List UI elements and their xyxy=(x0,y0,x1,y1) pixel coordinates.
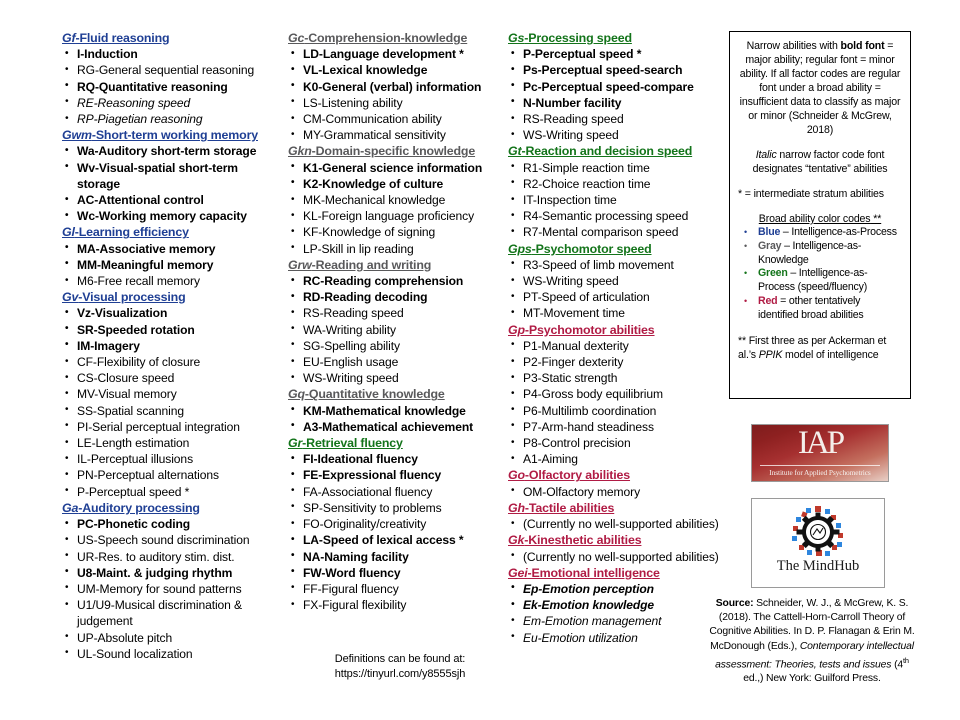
ability-group-gc xyxy=(288,30,510,143)
narrow-ability-item: • Wa-Auditory short-term storage xyxy=(62,143,284,159)
legend-swatch-desc: – Intelligence-as-Knowledge xyxy=(758,239,862,266)
ability-group-gr xyxy=(288,435,510,613)
narrow-ability-list xyxy=(62,143,284,224)
column-two xyxy=(288,30,510,613)
legend-italic-note xyxy=(738,148,902,176)
narrow-ability-item: • IT-Inspection time xyxy=(508,192,720,208)
narrow-ability-list xyxy=(288,403,510,435)
narrow-ability-item: • M6-Free recall memory xyxy=(62,273,284,289)
narrow-ability-item: • FA-Associational fluency xyxy=(288,484,510,500)
ability-group-abbr: Gs xyxy=(508,31,525,45)
narrow-ability-item: • WS-Writing speed xyxy=(508,273,720,289)
ability-group-name: -Kinesthetic abilities xyxy=(524,533,642,548)
definitions-note-line1: Definitions can be found at: xyxy=(334,653,466,665)
legend-color-codes-heading xyxy=(738,212,902,226)
ability-group-gl xyxy=(62,224,284,289)
iap-logo xyxy=(751,424,889,482)
ability-group-heading xyxy=(288,143,510,159)
narrow-ability-item: • U8-Maint. & judging rhythm xyxy=(62,565,284,581)
ability-group-heading xyxy=(508,143,720,159)
ability-group-heading xyxy=(508,467,720,483)
narrow-ability-list xyxy=(288,160,510,257)
ability-group-abbr: Gv xyxy=(62,290,79,305)
legend-footnote-post: model of intelligence xyxy=(782,348,879,361)
legend-p1-bold: bold font xyxy=(840,40,885,52)
narrow-ability-item: • Ep-Emotion perception xyxy=(508,581,720,597)
narrow-ability-item: • UR-Res. to auditory stim. dist. xyxy=(62,549,284,565)
ability-group-gwm xyxy=(62,127,284,224)
narrow-ability-item: • P8-Control precision xyxy=(508,435,720,451)
iap-logo-subtitle: Institute for Applied Psychometrics xyxy=(769,468,871,477)
source-italic-title: Contemporary intellectual assessment: Theories, tests and issues xyxy=(715,640,914,671)
narrow-ability-item: • MT-Movement time xyxy=(508,305,720,321)
ability-group-gf xyxy=(62,30,284,127)
narrow-ability-item: • RS-Reading speed xyxy=(508,111,720,127)
ability-group-name: -Visual processing xyxy=(78,290,186,305)
iap-logo-title: IAP xyxy=(797,425,843,461)
narrow-ability-item: • R7-Mental comparison speed xyxy=(508,224,720,240)
ability-group-gp xyxy=(508,322,720,468)
ability-group-name: -Reaction and decision speed xyxy=(521,144,693,159)
ability-group-heading xyxy=(288,30,510,46)
narrow-ability-list xyxy=(62,46,284,127)
ability-group-name: -Short-term working memory xyxy=(91,128,258,143)
narrow-ability-item: • A3-Mathematical achievement xyxy=(288,419,510,435)
narrow-ability-item: • Vz-Visualization xyxy=(62,305,284,321)
ability-group-heading xyxy=(508,322,720,338)
narrow-ability-item: • RG-General sequential reasoning xyxy=(62,62,284,78)
narrow-ability-item: • KM-Mathematical knowledge xyxy=(288,403,510,419)
ability-group-heading xyxy=(62,127,284,143)
narrow-ability-item: • MM-Meaningful memory xyxy=(62,257,284,273)
narrow-ability-item: • K1-General science information xyxy=(288,160,510,176)
legend-swatch-name: Gray xyxy=(758,239,782,252)
narrow-ability-item: • MA-Associative memory xyxy=(62,241,284,257)
narrow-ability-item: • LD-Language development * xyxy=(288,46,510,62)
narrow-ability-item: • PN-Perceptual alternations xyxy=(62,467,284,483)
ability-group-name: -Fluid reasoning xyxy=(75,31,170,45)
narrow-ability-item: • RP-Piagetian reasoning xyxy=(62,111,284,127)
legend-p1-pre: Narrow abilities with xyxy=(746,40,841,52)
ability-group-name: -Retrieval fluency xyxy=(302,436,403,451)
narrow-ability-item: • Ek-Emotion knowledge xyxy=(508,597,720,613)
narrow-ability-item: • UP-Absolute pitch xyxy=(62,630,284,646)
ability-group-heading xyxy=(288,435,510,451)
narrow-ability-item: • MK-Mechanical knowledge xyxy=(288,192,510,208)
ability-group-abbr: Gf xyxy=(62,31,76,45)
narrow-ability-item: • Pc-Perceptual speed-compare xyxy=(508,79,720,95)
narrow-ability-list xyxy=(508,549,720,565)
ability-group-name: -Auditory processing xyxy=(78,500,200,515)
narrow-ability-item: • (Currently no well-supported abilities) xyxy=(508,516,720,532)
mindhub-logo-title: The MindHub xyxy=(776,558,860,574)
definitions-note xyxy=(296,652,504,681)
ability-group-heading xyxy=(508,500,720,516)
legend-p1-post: = major ability; regular font = minor ability. If all factor codes are regular font under a broad ability = insufficient data to classify as major or minor (Schneider & McGrew, 2018) xyxy=(739,40,901,136)
legend-swatch-green xyxy=(738,267,902,295)
narrow-ability-item: • R2-Choice reaction time xyxy=(508,176,720,192)
ability-group-abbr: Gk xyxy=(508,533,525,548)
narrow-ability-item: • OM-Olfactory memory xyxy=(508,484,720,500)
narrow-ability-item: • R1-Simple reaction time xyxy=(508,160,720,176)
narrow-ability-item: • N-Number facility xyxy=(508,95,720,111)
legend-swatch-name: Red xyxy=(758,294,778,307)
narrow-ability-item: • P6-Multilimb coordination xyxy=(508,403,720,419)
narrow-ability-list xyxy=(508,160,720,241)
mindhub-logo xyxy=(751,498,885,588)
legend-bold-font-note xyxy=(738,39,902,137)
legend-footnote-pre: ** First three as per Ackerman et al.’s xyxy=(738,334,887,361)
narrow-ability-item: • PT-Speed of articulation xyxy=(508,289,720,305)
narrow-ability-item: • R3-Speed of limb movement xyxy=(508,257,720,273)
narrow-ability-item: • MV-Visual memory xyxy=(62,386,284,402)
ability-group-heading xyxy=(508,565,720,581)
narrow-ability-item: • NA-Naming facility xyxy=(288,549,510,565)
narrow-ability-item: • LE-Length estimation xyxy=(62,435,284,451)
narrow-ability-item: • KL-Foreign language proficiency xyxy=(288,208,510,224)
source-part2: (4 xyxy=(891,659,904,671)
narrow-ability-list xyxy=(508,516,720,532)
column-three xyxy=(508,30,720,646)
narrow-ability-item: • IL-Perceptual illusions xyxy=(62,451,284,467)
legend-spacer-2 xyxy=(738,176,902,187)
narrow-ability-item: • LP-Skill in lip reading xyxy=(288,241,510,257)
narrow-ability-list xyxy=(62,516,284,662)
narrow-ability-item: • U1/U9-Musical discrimination & judgement xyxy=(62,597,284,629)
narrow-ability-item: • P7-Arm-hand steadiness xyxy=(508,419,720,435)
ability-group-abbr: Gkn xyxy=(288,144,312,159)
narrow-ability-item: • FX-Figural flexibility xyxy=(288,597,510,613)
legend-color-codes-heading-text: Broad ability color codes xyxy=(758,213,871,225)
ability-group-heading xyxy=(62,224,284,240)
narrow-ability-item: • RC-Reading comprehension xyxy=(288,273,510,289)
narrow-ability-list xyxy=(508,46,720,143)
narrow-ability-item: • RQ-Quantitative reasoning xyxy=(62,79,284,95)
ability-group-heading xyxy=(288,257,510,273)
narrow-ability-item: • RE-Reasoning speed xyxy=(62,95,284,111)
narrow-ability-list xyxy=(508,338,720,468)
source-ordinal-sup: th xyxy=(903,655,909,665)
legend-spacer-4 xyxy=(738,323,902,334)
ability-group-abbr: Gl xyxy=(62,225,75,240)
legend-footnote-italic: PPIK xyxy=(758,348,783,361)
legend-spacer-1 xyxy=(738,137,902,148)
narrow-ability-item: • Ps-Perceptual speed-search xyxy=(508,62,720,78)
narrow-ability-item: • Eu-Emotion utilization xyxy=(508,630,720,646)
ability-group-abbr: Gq xyxy=(288,387,305,402)
legend-swatch-desc: – Intelligence-as-Process (speed/fluency) xyxy=(758,267,868,294)
ability-group-heading xyxy=(62,500,284,516)
narrow-ability-item: • Wv-Visual-spatial short-term storage xyxy=(62,160,284,192)
ability-group-gps xyxy=(508,241,720,322)
narrow-ability-item: • UL-Sound localization xyxy=(62,646,284,662)
ability-group-gt xyxy=(508,143,720,240)
ability-group-name: -Olfactory abilities xyxy=(524,468,631,483)
ability-group-abbr: Gh xyxy=(508,500,525,515)
mindhub-gear-icon xyxy=(790,506,846,558)
legend-swatch-blue xyxy=(738,226,902,240)
narrow-ability-list xyxy=(288,46,510,143)
narrow-ability-item: • P-Perceptual speed * xyxy=(508,46,720,62)
ability-group-heading xyxy=(508,241,720,257)
narrow-ability-item: • P2-Finger dexterity xyxy=(508,354,720,370)
narrow-ability-item: • CS-Closure speed xyxy=(62,370,284,386)
ability-group-heading xyxy=(62,30,284,46)
narrow-ability-item: • FW-Word fluency xyxy=(288,565,510,581)
definitions-url[interactable]: https://tinyurl.com/y8555sjh xyxy=(334,667,466,680)
ability-group-name: -Psychomotor abilities xyxy=(524,322,655,337)
legend-p2-italic: Italic xyxy=(755,149,777,161)
narrow-ability-item: • K2-Knowledge of culture xyxy=(288,176,510,192)
ability-group-name: -Psychomotor speed xyxy=(531,241,652,256)
narrow-ability-item: • A1-Aiming xyxy=(508,451,720,467)
narrow-ability-item: • WS-Writing speed xyxy=(288,370,510,386)
narrow-ability-list xyxy=(62,241,284,290)
legend-swatch-name: Green xyxy=(758,267,788,280)
legend-p2-post: narrow factor code font designates “tentative” abilities xyxy=(752,149,888,175)
narrow-ability-item: • FE-Expressional fluency xyxy=(288,467,510,483)
narrow-ability-item: • VL-Lexical knowledge xyxy=(288,62,510,78)
narrow-ability-item: • RS-Reading speed xyxy=(288,305,510,321)
ability-group-grw xyxy=(288,257,510,387)
narrow-ability-item: • P-Perceptual speed * xyxy=(62,484,284,500)
narrow-ability-item: • R4-Semantic processing speed xyxy=(508,208,720,224)
narrow-ability-item: • SG-Spelling ability xyxy=(288,338,510,354)
ability-group-name: -Learning efficiency xyxy=(74,225,189,240)
ability-group-name: -Domain-specific knowledge xyxy=(311,144,476,159)
ability-group-name: -Processing speed xyxy=(524,31,632,45)
ability-group-abbr: Grw xyxy=(288,257,312,272)
legend-color-list xyxy=(738,226,902,323)
narrow-ability-item: • P4-Gross body equilibrium xyxy=(508,386,720,402)
source-citation xyxy=(706,597,918,687)
ability-group-name: -Comprehension-knowledge xyxy=(304,31,468,45)
ability-group-abbr: Gwm xyxy=(62,128,92,143)
narrow-ability-list xyxy=(508,581,720,646)
ability-group-gei xyxy=(508,565,720,646)
ability-group-abbr: Ga xyxy=(62,500,79,515)
ability-group-gk xyxy=(508,532,720,564)
column-one xyxy=(62,30,284,662)
ability-group-gv xyxy=(62,289,284,500)
source-label: Source: xyxy=(715,598,754,609)
legend-box xyxy=(729,31,911,399)
narrow-ability-item: • MY-Grammatical sensitivity xyxy=(288,127,510,143)
narrow-ability-item: • P3-Static strength xyxy=(508,370,720,386)
ability-group-heading xyxy=(508,30,720,46)
narrow-ability-item: • SR-Speeded rotation xyxy=(62,322,284,338)
legend-asterisk-note: * = intermediate stratum abilities xyxy=(738,188,884,200)
narrow-ability-item: • IM-Imagery xyxy=(62,338,284,354)
ability-group-heading xyxy=(62,289,284,305)
narrow-ability-item: • PI-Serial perceptual integration xyxy=(62,419,284,435)
ability-group-name: -Quantitative knowledge xyxy=(304,387,445,402)
narrow-ability-item: • RD-Reading decoding xyxy=(288,289,510,305)
ability-group-go xyxy=(508,467,720,499)
narrow-ability-item: • WA-Writing ability xyxy=(288,322,510,338)
narrow-ability-item: • LS-Listening ability xyxy=(288,95,510,111)
ability-group-abbr: Gc xyxy=(288,31,305,45)
narrow-ability-item: • KF-Knowledge of signing xyxy=(288,224,510,240)
legend-swatch-name: Blue xyxy=(758,226,781,238)
narrow-ability-item: • FF-Figural fluency xyxy=(288,581,510,597)
narrow-ability-item: • UM-Memory for sound patterns xyxy=(62,581,284,597)
ability-group-abbr: Gei xyxy=(508,565,528,580)
narrow-ability-item: • LA-Speed of lexical access * xyxy=(288,532,510,548)
narrow-ability-item: • PC-Phonetic coding xyxy=(62,516,284,532)
narrow-ability-item: • FO-Originality/creativity xyxy=(288,516,510,532)
narrow-ability-item: • WS-Writing speed xyxy=(508,127,720,143)
narrow-ability-item: • EU-English usage xyxy=(288,354,510,370)
ability-group-heading xyxy=(288,386,510,402)
iap-logo-rule xyxy=(760,465,880,466)
narrow-ability-item: • SP-Sensitivity to problems xyxy=(288,500,510,516)
legend-spacer-3 xyxy=(738,201,902,212)
ability-group-abbr: Go xyxy=(508,468,525,483)
legend-color-codes-heading-mark: ** xyxy=(870,213,882,225)
legend-swatch-desc: – Intelligence-as-Process xyxy=(780,226,897,238)
narrow-ability-item: • FI-Ideational fluency xyxy=(288,451,510,467)
ability-group-ga xyxy=(62,500,284,662)
legend-footnote xyxy=(738,334,902,362)
narrow-ability-item: • I-Induction xyxy=(62,46,284,62)
legend-swatch-desc: = other tentatively identified broad abilities xyxy=(758,294,864,321)
ability-group-name: -Emotional intelligence xyxy=(527,565,660,580)
ability-group-gkn xyxy=(288,143,510,256)
narrow-ability-list xyxy=(288,273,510,386)
ability-group-abbr: Gp xyxy=(508,322,525,337)
narrow-ability-item: • US-Speech sound discrimination xyxy=(62,532,284,548)
narrow-ability-item: • SS-Spatial scanning xyxy=(62,403,284,419)
legend-swatch-red xyxy=(738,295,902,323)
ability-group-abbr: Gps xyxy=(508,241,532,256)
narrow-ability-item: • (Currently no well-supported abilities) xyxy=(508,549,720,565)
ability-group-abbr: Gt xyxy=(508,144,522,159)
narrow-ability-item: • Wc-Working memory capacity xyxy=(62,208,284,224)
narrow-ability-item: • Em-Emotion management xyxy=(508,613,720,629)
ability-group-abbr: Gr xyxy=(288,436,303,451)
ability-group-name: -Reading and writing xyxy=(311,257,432,272)
narrow-ability-list xyxy=(288,451,510,613)
ability-group-gh xyxy=(508,500,720,532)
narrow-ability-item: • CM-Communication ability xyxy=(288,111,510,127)
narrow-ability-item: • K0-General (verbal) information xyxy=(288,79,510,95)
narrow-ability-item: • P1-Manual dexterity xyxy=(508,338,720,354)
narrow-ability-item: • CF-Flexibility of closure xyxy=(62,354,284,370)
source-part3: ed.,) New York: Guilford Press. xyxy=(743,673,881,685)
ability-group-heading xyxy=(508,532,720,548)
ability-group-name: -Tactile abilities xyxy=(524,500,615,515)
narrow-ability-list xyxy=(508,484,720,500)
ability-group-gq xyxy=(288,386,510,435)
ability-group-gs xyxy=(508,30,720,143)
narrow-ability-list xyxy=(62,305,284,499)
narrow-ability-item: • AC-Attentional control xyxy=(62,192,284,208)
legend-swatch-gray xyxy=(738,240,902,268)
narrow-ability-list xyxy=(508,257,720,322)
source-part1: Schneider, W. J., & McGrew, K. S. (2018). The Cattell-Horn-Carroll Theory of Cognitive Abilities. In D. P. Flanagan & Erin M. McDonough (Eds.), xyxy=(709,598,915,652)
